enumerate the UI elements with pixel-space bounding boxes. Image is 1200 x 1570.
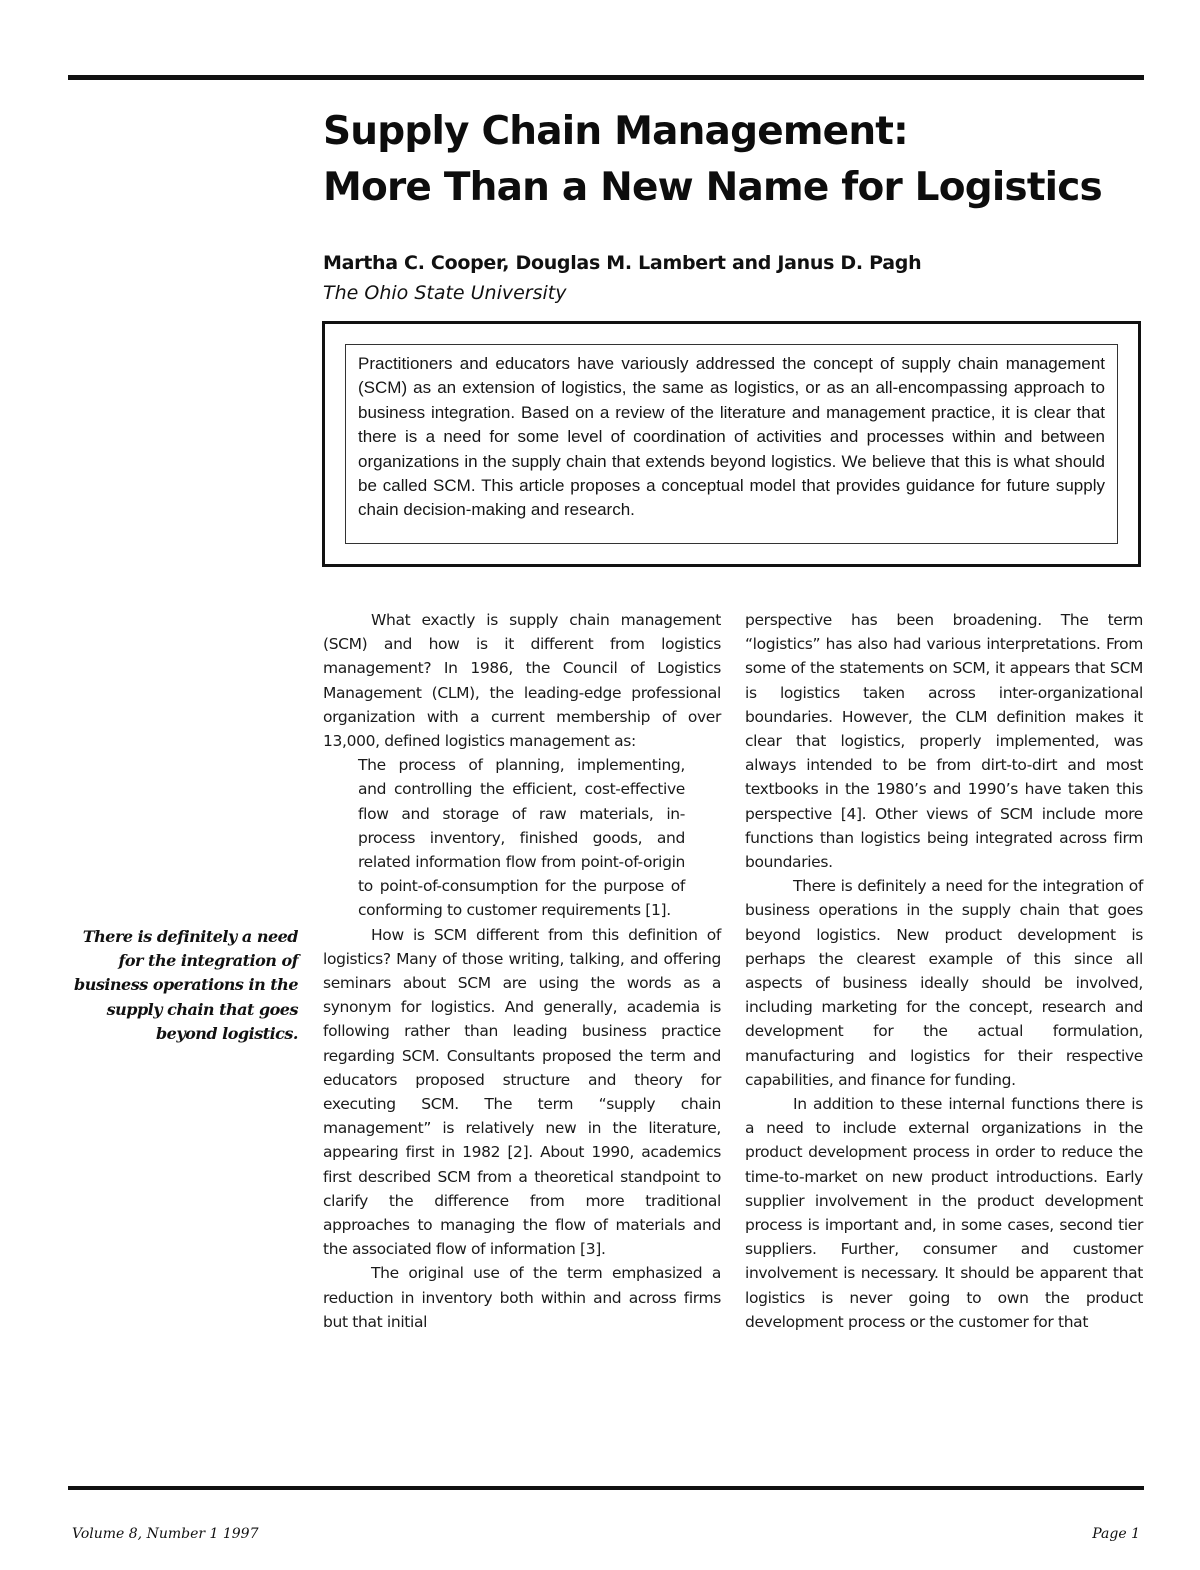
footer-volume: Volume 8, Number 1 1997 [72,1526,259,1542]
bottom-rule [68,1486,1144,1490]
title-line-2: More Than a New Name for Logistics [323,165,1102,210]
paragraph: There is definitely a need for the integration of business operations in the supply chain that goes beyond logistics. New product development is perhaps the clearest example of this since all aspects of business ideally should be involved, including marketing for the concept, research and development for the actual formulation, manufacturing and logistics for their respective capabilities, and finance for funding. [745,877,1143,1089]
body-column-right [745,608,1143,1334]
abstract-text: Practitioners and educators have variously addressed the concept of supply chain management (SCM) as an extension of logistics, the same as logistics, or as an all-encompassing approach to business integration. Based on a review of the literature and management practice, it is clear that there is a need for some level of coordination of activities and processes within and between organizations in the supply chain that extends beyond logistics. We believe that this is what should be called SCM. This article proposes a conceptual model that provides guidance for future supply chain decision-making and research. [358,354,1105,520]
pull-quote: There is definitely a need for the integration of business operations in the supply chain that goes beyond logistics. [74,927,298,1043]
block-quote: The process of planning, implementing, and controlling the efficient, cost-effective flow and storage of raw materials, in-process inventory, finished goods, and related information flow from point-of-origin to point-of-consumption for the purpose of conforming to customer requirements [1]. [358,756,685,920]
paragraph: In addition to these internal functions there is a need to include external organizations in the product development process in order to reduce the time-to-market on new product introductions. Early supplier involvement in the product development process is important and, in some cases, second tier suppliers. Further, consumer and customer involvement is necessary. It should be apparent that logistics is never going to own the product development process or the customer for that [745,1095,1143,1331]
paragraph: How is SCM different from this definition of logistics? Many of those writing, talking, and offering seminars about SCM are using the words as a synonym for logistics. And generally, academia is following rather than leading business practice regarding SCM. Consultants proposed the term and educators proposed structure and theory for executing SCM. The term “supply chain management” is relatively new in the literature, appearing first in 1982 [2]. About 1990, academics first described SCM from a theoretical standpoint to clarify the difference from more traditional approaches to managing the flow of materials and the associated flow of information [3]. [323,925,721,1259]
article-title [323,104,1143,216]
paragraph: perspective has been broadening. The term “logistics” has also had various interpretations. From some of the statements on SCM, it appears that SCM is logistics taken across inter-organizational boundaries. However, the CLM definition makes it clear that logistics, properly implemented, was always intended to be from dirt-to-dirt and most textbooks in the 1980’s and 1990’s have taken this perspective [4]. Other views of SCM include more functions than logistics being integrated across firm boundaries. [745,611,1143,872]
body-column-left [323,608,721,1334]
top-rule [68,75,1144,80]
footer-page-number: Page 1 [1092,1526,1140,1542]
paragraph: The original use of the term emphasized a reduction in inventory both within and across firms but that initial [323,1264,721,1331]
abstract-box [322,321,1141,567]
affiliation: The Ohio State University [323,282,567,304]
authors: Martha C. Cooper, Douglas M. Lambert and Janus D. Pagh [323,252,922,274]
paragraph: What exactly is supply chain management (SCM) and how is it different from logistics management? In 1986, the Council of Logistics Management (CLM), the leading-edge professional organization with a current membership of over 13,000, defined logistics management as: [323,611,721,751]
abstract-inner-frame [345,344,1118,544]
title-line-1: Supply Chain Management: [323,109,908,154]
